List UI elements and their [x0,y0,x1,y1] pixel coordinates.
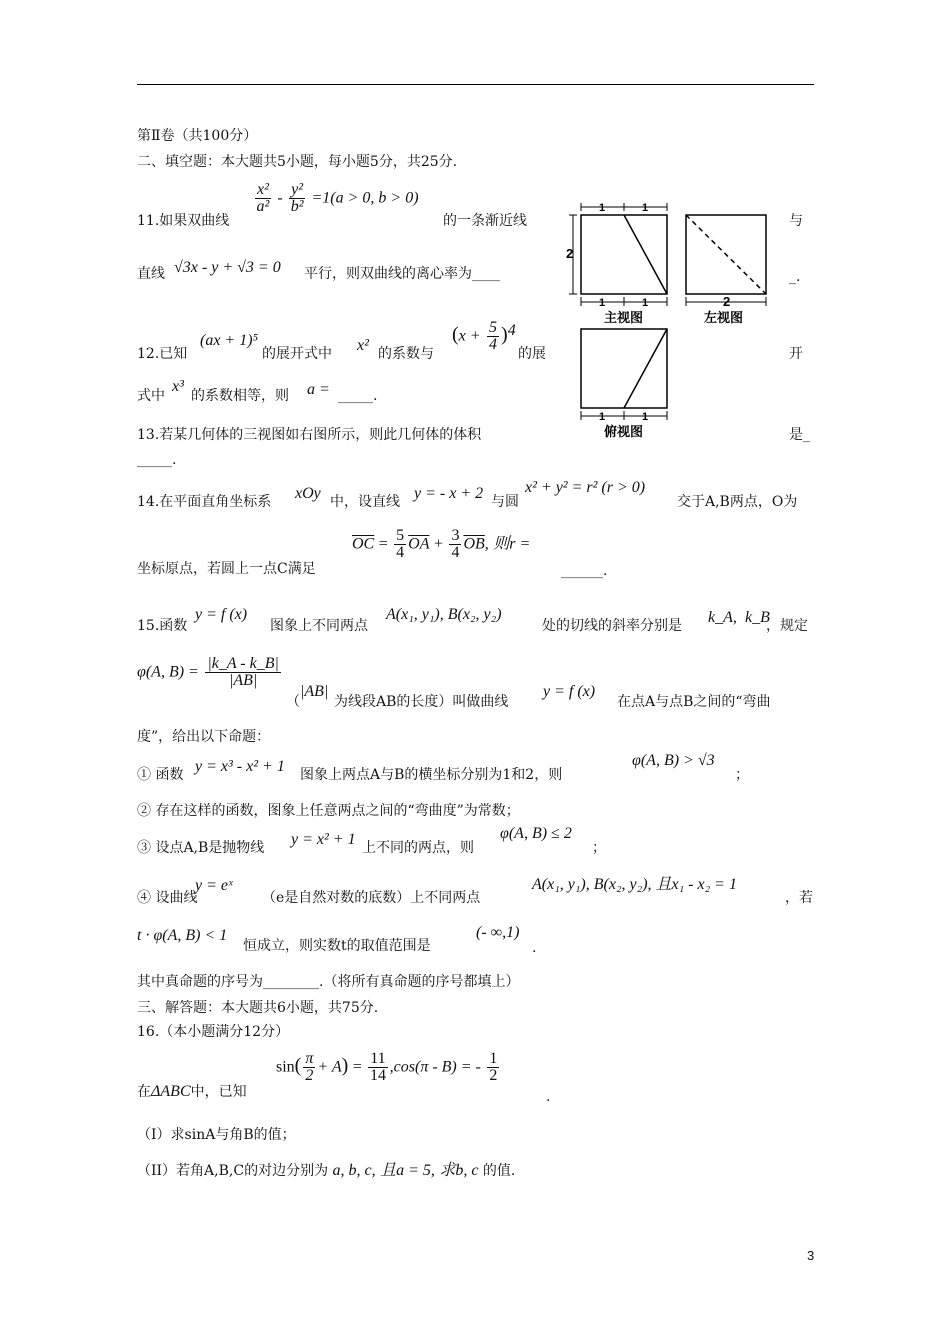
q13-text-b: 是_ [789,427,810,443]
q15-prop1-end: ； [735,767,749,783]
svg-text:2: 2 [566,246,574,261]
q16-dot: . [546,1089,551,1105]
svg-text:主视图: 主视图 [604,311,644,326]
q11-text-f: _. [789,269,801,285]
q15-prop3-label: ③ 设点A,B是抛物线 [137,840,265,856]
q15-prop1-ineq: φ(A, B) > √3 [632,752,715,769]
q15-prop2: ② 存在这样的函数，图象上任意两点之间的“弯曲度”为常数； [137,803,520,819]
q14-xoy: xOy [295,485,321,502]
q16-given-eq: sin( $\frac{\pi}{2}$ + A) = $\frac{11}{14}$ ,cos(π - B) = - $\frac{1}{2}$ [276,1050,498,1084]
q15-prop3-func: y = x² + 1 [291,831,356,848]
q14-intro: 14.在平面直角坐标系 [137,494,272,510]
q12-text-d: 的展 [518,346,546,362]
q15-prop4-label: ④ 设曲线 [137,890,198,906]
q11-hyperbola-eq: $\frac{\text{x²}}{\text{a²}}$ - $\frac{\text{y²}}{\text{b²}}$ =1(a > 0, b > 0) [256,181,419,215]
q15-prop4-func: y = eˣ [195,877,233,894]
q15-text-c: 处的切线的斜率分别是 [542,618,682,634]
q15-prop4-range: (- ∞,1) [476,924,520,941]
q15-prop3-text: 上不同的两点，则 [362,840,474,856]
q11-text-c: 与 [789,213,803,229]
q11-text-e: 平行，则双曲线的离心率为____ [304,266,500,282]
q12-x3: x³ [172,378,184,395]
q12-expr1: (ax + 1)⁵ [200,332,259,349]
q15-func2: y = f (x) [543,683,596,700]
svg-text:2: 2 [723,294,731,309]
q11-text-d: 直线 [137,266,165,282]
q15-ab: |AB| [300,683,329,700]
q13-text: 13.若某几何体的三视图如右图所示，则此几何体的体积 [137,427,482,443]
svg-text:1: 1 [642,202,649,214]
q16-text-b: 在ΔABC中，已知 [137,1083,247,1100]
q15-answer-line: 其中真命题的序号为________.（将所有真命题的序号都填上） [137,974,520,990]
q15-text-d: ，规定 [766,618,808,634]
q14-text-b: 中，设直线 [330,494,400,510]
q15-ka: k_A, [708,609,737,626]
part-header: 第Ⅱ卷（共100分） [137,128,258,144]
q15-prop3-ineq: φ(A, B) ≤ 2 [500,825,572,842]
q11-text-b: 的一条渐近线 [443,213,527,229]
q14-text-d: 交于A,B两点，O为 [677,494,798,510]
q15-text-b: 图象上不同两点 [270,618,368,634]
q13-text-c: _____. [137,452,177,468]
svg-text:1: 1 [599,411,606,423]
q12-intro: 12.已知 [137,346,188,362]
q15-prop3-end: ； [592,840,606,856]
header-rule [137,84,814,85]
q12-text-b: 的展开式中 [262,346,332,362]
svg-text:1: 1 [599,202,606,214]
q15-text-g: 在点A与点B之间的“弯曲 [617,694,771,710]
q15-prop1-func: y = x³ - x² + 1 [195,758,285,775]
top-view-square [581,329,667,408]
q15-prop4-dot: . [532,940,537,956]
svg-text:1: 1 [642,297,649,309]
section-3-title: 三、解答题：本大题共6小题，共75分. [137,1000,379,1016]
section-2-title: 二、填空题：本大题共5小题，每小题5分，共25分. [137,154,458,170]
q14-line: y = - x + 2 [414,485,484,502]
q12-text-f: 式中 [137,388,165,404]
q15-prop4-text2: 恒成立，则实数t的取值范围是 [243,938,431,954]
q15-prop1-label: ① 函数 [137,767,184,783]
q14-text-c: 与圆 [491,494,519,510]
q16-part-ii: （II）若角A,B,C的对边分别为 a, b, c, 且a = 5, 求b, c 的值. [137,1162,516,1179]
q14-text-g: ______. [561,563,608,579]
svg-text:左视图: 左视图 [704,311,744,326]
q14-vector-eq: $\overline{OC}$ = $\frac{5}{4}$ $\overline{OA}$ + $\frac{3}{4}$ $\overline{OB}$, 则r = [352,527,531,561]
q12-text-c: 的系数与 [378,346,434,362]
q12-expr2: (x + $\frac{5}{4}$ )$^4$ [452,319,516,353]
q12-x2: x² [357,337,369,354]
q15-text-e: （ [286,694,300,710]
q14-circle: x² + y² = r² (r > 0) [525,479,646,496]
q12-text-h: _____. [338,388,378,404]
q15-prop4-cond: A(x₁, y₁), B(x₂, y₂), 且x₁ - x₂ = 1 [532,876,737,893]
q15-intro: 15.函数 [137,618,188,634]
q15-phi-def: φ(A, B) = $\frac{|k\_A - k\_B|}{|AB|}$ [137,655,279,689]
q15-prop1-text: 图象上两点A与B的横坐标分别为1和2，则 [300,767,563,783]
q15-text-h: 度”，给出以下命题： [137,729,271,745]
q15-prop4-text: （e是自然对数的底数）上不同两点 [262,890,481,906]
page-number: 3 [807,1248,815,1263]
svg-text:俯视图: 俯视图 [604,425,644,440]
q16-part-i: （I）求sinA与角B的值； [137,1127,296,1143]
q15-kb: k_B [745,609,770,626]
q14-text-e: 坐标原点，若圆上一点C满足 [137,561,316,577]
q12-text-g: 的系数相等，则 [191,388,289,404]
q16-title: 16.（本小题满分12分） [137,1024,290,1040]
svg-text:1: 1 [599,297,606,309]
q11-intro: 11.如果双曲线 [137,213,230,229]
q15-prop4-ineq: t · φ(A, B) < 1 [137,927,228,944]
q12-a-eq: a = [307,381,330,398]
q12-text-e: 开 [789,346,803,362]
q15-text-f: 为线段AB的长度）叫做曲线 [334,694,509,710]
svg-text:1: 1 [642,411,649,423]
q15-func: y = f (x) [195,606,248,623]
main-view-square [581,215,667,294]
q11-line-eq: √3x - y + √3 = 0 [174,259,281,276]
three-view-figure [566,200,788,440]
q15-prop4-ruo: ，若 [785,890,813,906]
q15-points: A(x₁, y₁), B(x₂, y₂) [386,606,502,623]
